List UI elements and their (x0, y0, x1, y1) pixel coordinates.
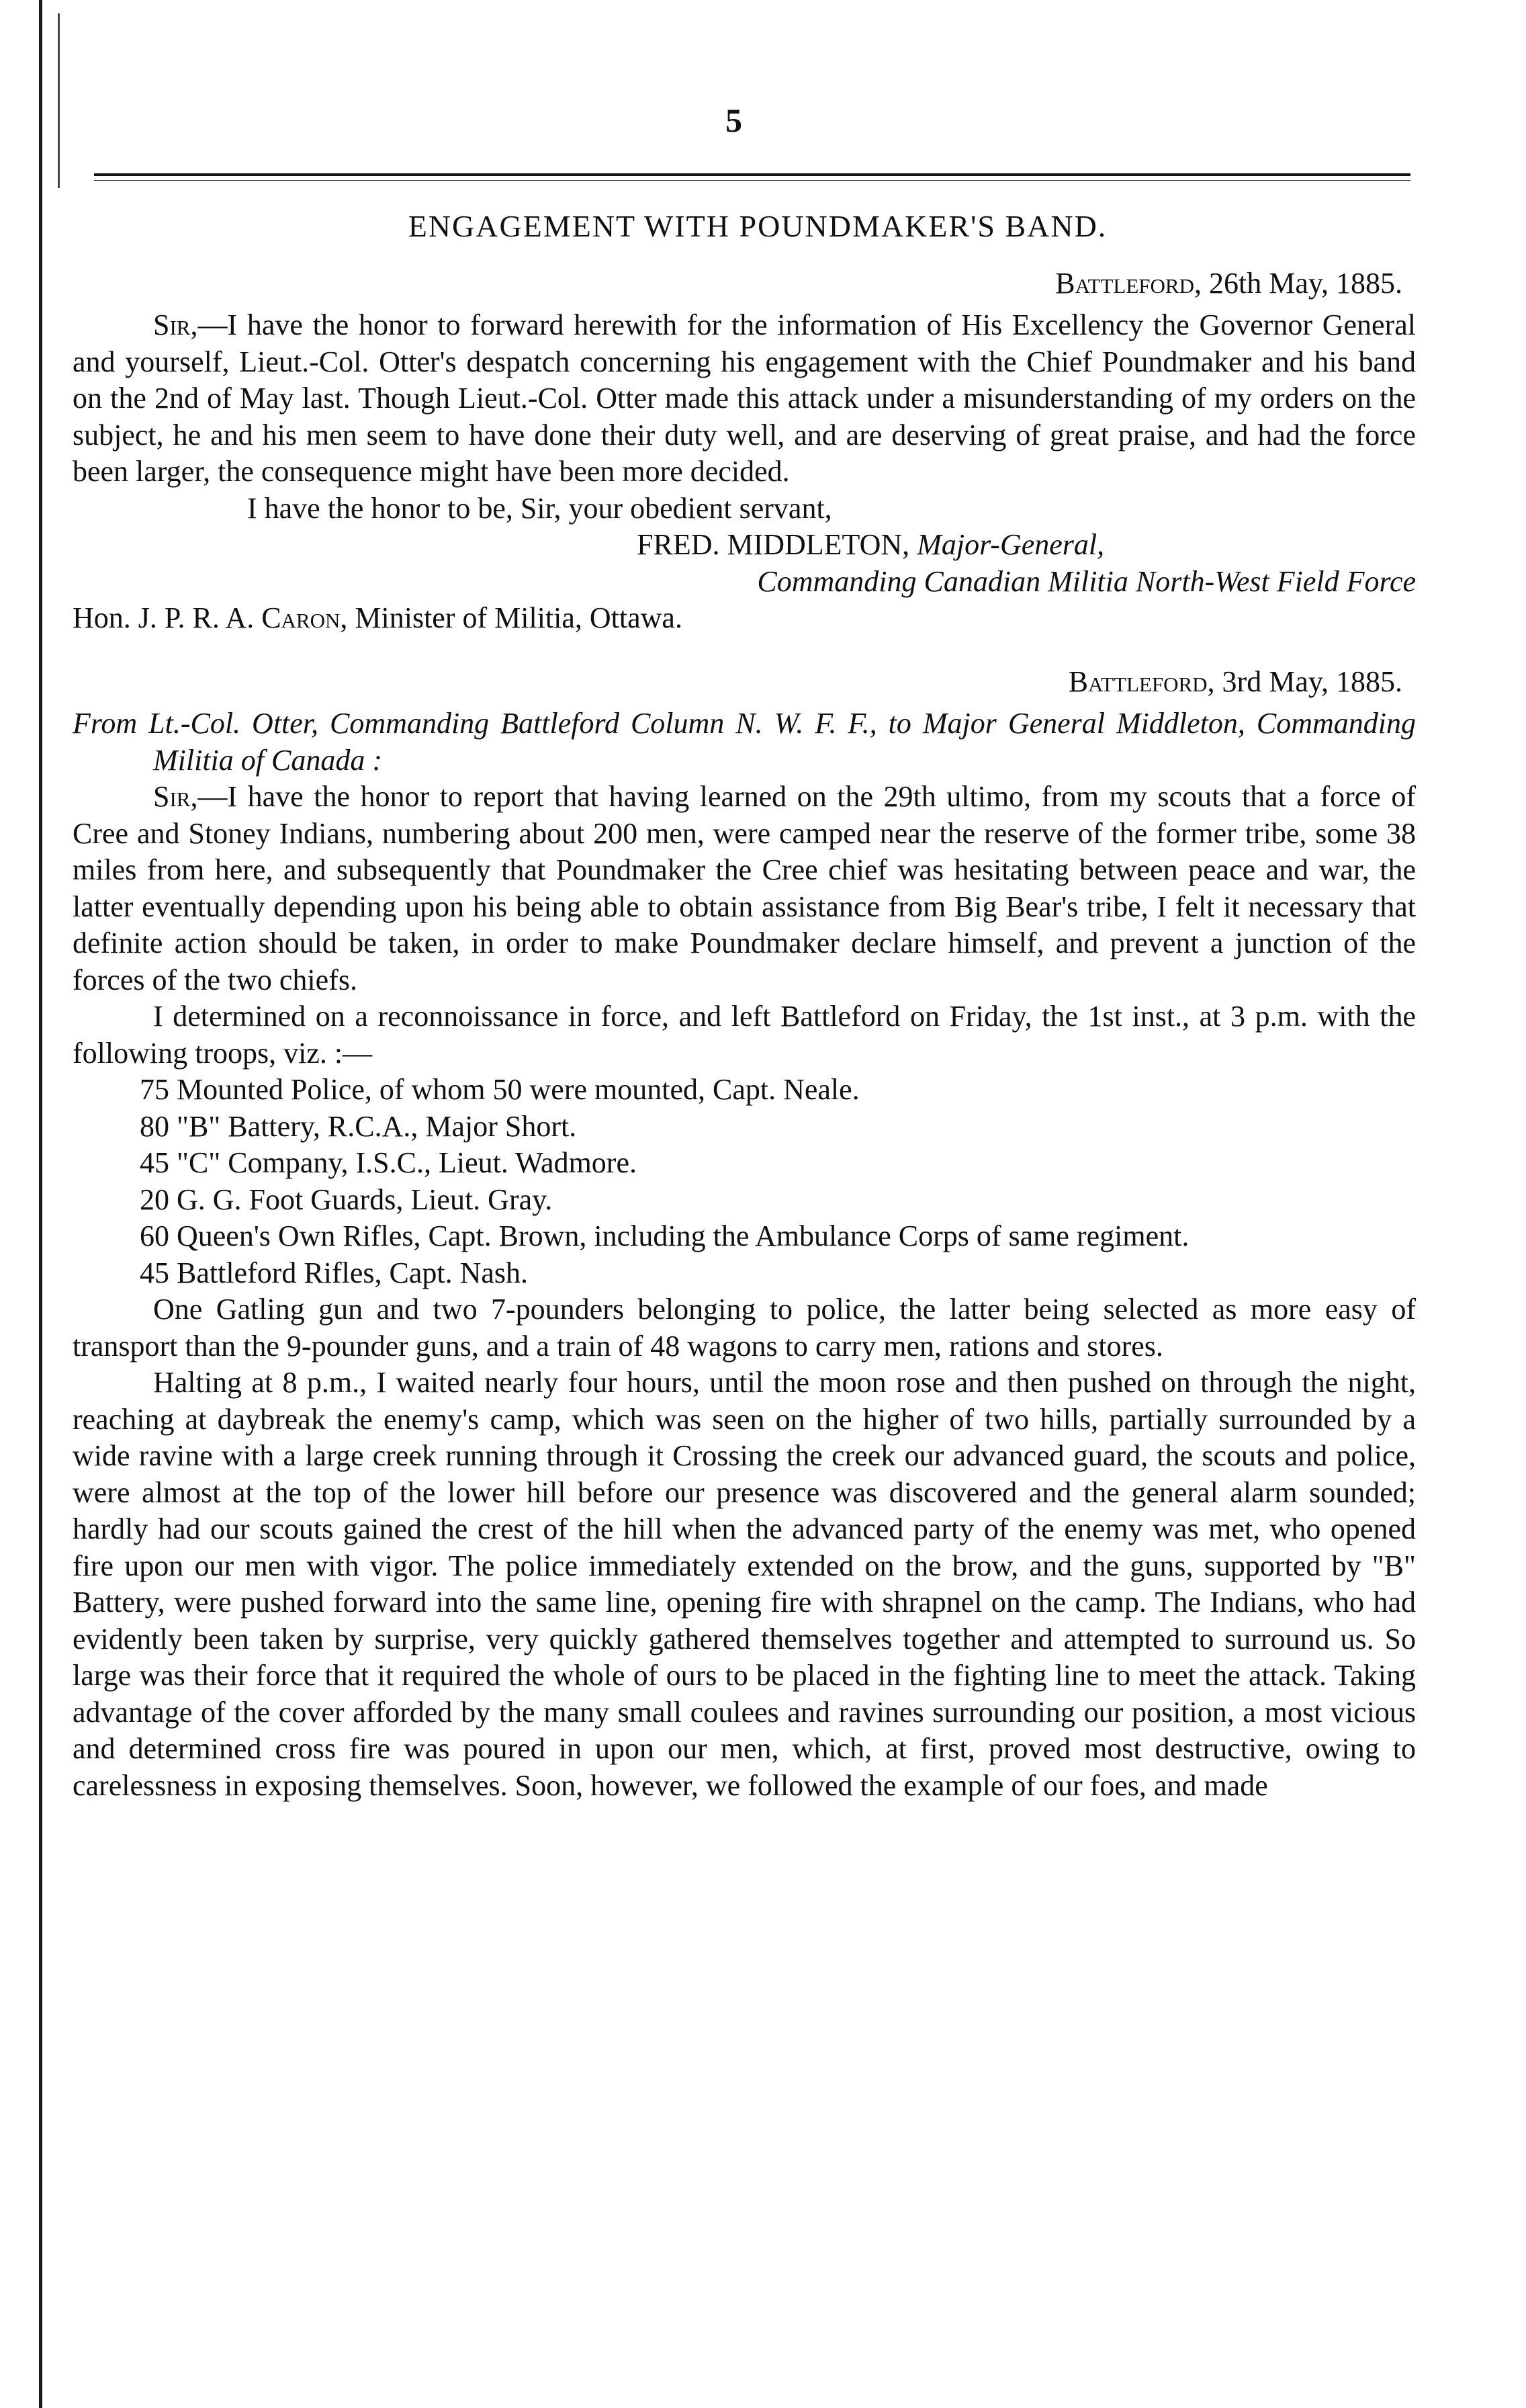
letter2-dateline-date: 3rd May, 1885. (1222, 664, 1402, 698)
addressee-rest: Minister of Militia, Ottawa. (355, 601, 682, 634)
letter2-salutation: Sir, (153, 780, 198, 813)
troop-item: 80 "B" Battery, R.C.A., Major Short. (140, 1109, 577, 1143)
letter2-dateline (73, 664, 1402, 701)
binding-edge (39, 0, 42, 2408)
letter1-signature (73, 527, 1416, 564)
letter1-command: Commanding Canadian Militia North-West Field Force (757, 564, 1416, 598)
letter1-dateline-place: Battleford, (1055, 266, 1202, 300)
letter1-body (73, 307, 1416, 490)
letter1-body-text: —I have the honor to forward herewith for the information of His Excellency the Governor General and yourself, Lieut.-Col. Otter's despatch concerning his engagement with the Chief Poundmaker and his band on the 2nd of May last. Though Lieut.-Col. Otter made this attack under a misunderstanding of my orders on the subject, he and his men seem to have done their duty well, and are deserving of great praise, and had the force been larger, the consequence might have been more decided. (73, 308, 1416, 488)
header-rule-thin (94, 180, 1410, 181)
signature-title: Major-General, (917, 528, 1105, 561)
letter1-addressee (73, 600, 1416, 637)
troop-item: 60 Queen's Own Rifles, Capt. Brown, including the Ambulance Corps of same regiment. (140, 1219, 1190, 1252)
letter2-from-line: From Lt.-Col. Otter, Commanding Battleford Column N. W. F. F., to Major General Middleton, Commanding Militia of Canada : (73, 707, 1416, 777)
header-rule (94, 173, 1410, 176)
letter2-para1 (73, 779, 1416, 998)
page-content (73, 208, 1416, 1804)
page-number: 5 (725, 101, 742, 139)
troop-item: 45 "C" Company, I.S.C., Lieut. Wadmore. (140, 1146, 637, 1179)
letter2-para4: Halting at 8 p.m., I waited nearly four hours, until the moon rose and then pushed on through the night, reaching at daybreak the enemy's camp, which was seen on the higher of two hills, partially surrounded by a wide ravine with a large creek running through it Crossing the creek our advanced guard, the scouts and police, were almost at the top of the lower hill before our presence was discovered and the general alarm sounded; hardly had our scouts gained the crest of the hill when the advanced party of the enemy was met, who opened fire upon our men with vigor. The police immediately extended on the brow, and the guns, supported by "B" Battery, were pushed forward into the same line, opening fire with shrapnel on the camp. The Indians, who had evidently been taken by surprise, very quickly gathered themselves together and attempted to surround us. So large was their force that it required the whole of ours to be placed in the fighting line to meet the attack. Taking advantage of the cover afforded by the many small coulees and ravines surrounding our position, a most vicious and determined cross fire was poured in upon our men, which, at first, proved most destructive, owing to carelessness in exposing themselves. Soon, however, we followed the example of our foes, and made (73, 1366, 1416, 1802)
letter1-dateline-date: 26th May, 1885. (1208, 266, 1402, 300)
letter2-para1-text: —I have the honor to report that having learned on the 29th ultimo, from my scouts that a force of Cree and Stoney Indians, numbering about 200 men, were camped near the reserve of the former tribe, some 38 miles from here, and subsequently that Poundmaker the Cree chief was hesitating between peace and war, the latter eventually depending upon his being able to obtain assistance from Big Bear's tribe, I felt it necessary that definite action should be taken, in order to make Poundmaker declare himself, and prevent a junction of the forces of the two chiefs. (73, 780, 1416, 996)
addressee-prefix: Hon. J. P. R. A. (73, 601, 255, 634)
letter2-para2: I determined on a reconnoissance in force, and left Battleford on Friday, the 1st inst., at 3 p.m. with the following troops, viz. :— (73, 1000, 1416, 1070)
section-heading: ENGAGEMENT WITH POUNDMAKER'S BAND. (408, 209, 1108, 243)
letter2-dateline-place: Battleford, (1068, 664, 1215, 698)
letter2-para3: One Gatling gun and two 7-pounders belonging to police, the latter being selected as more easy of transport than the 9-pounder guns, and a train of 48 wagons to carry men, rations and stores. (73, 1293, 1416, 1363)
letter1-closing: I have the honor to be, Sir, your obedient servant, (247, 491, 832, 525)
letter1-salutation: Sir, (153, 308, 198, 341)
letter1-dateline (73, 265, 1402, 302)
troop-item: 20 G. G. Foot Guards, Lieut. Gray. (140, 1182, 553, 1216)
troop-item: 45 Battleford Rifles, Capt. Nash. (140, 1256, 529, 1289)
troop-item: 75 Mounted Police, of whom 50 were mounted, Capt. Neale. (140, 1073, 860, 1106)
signature-name: FRED. MIDDLETON, (637, 528, 910, 561)
addressee-name: Caron, (261, 601, 348, 634)
binding-shadow (58, 13, 60, 188)
